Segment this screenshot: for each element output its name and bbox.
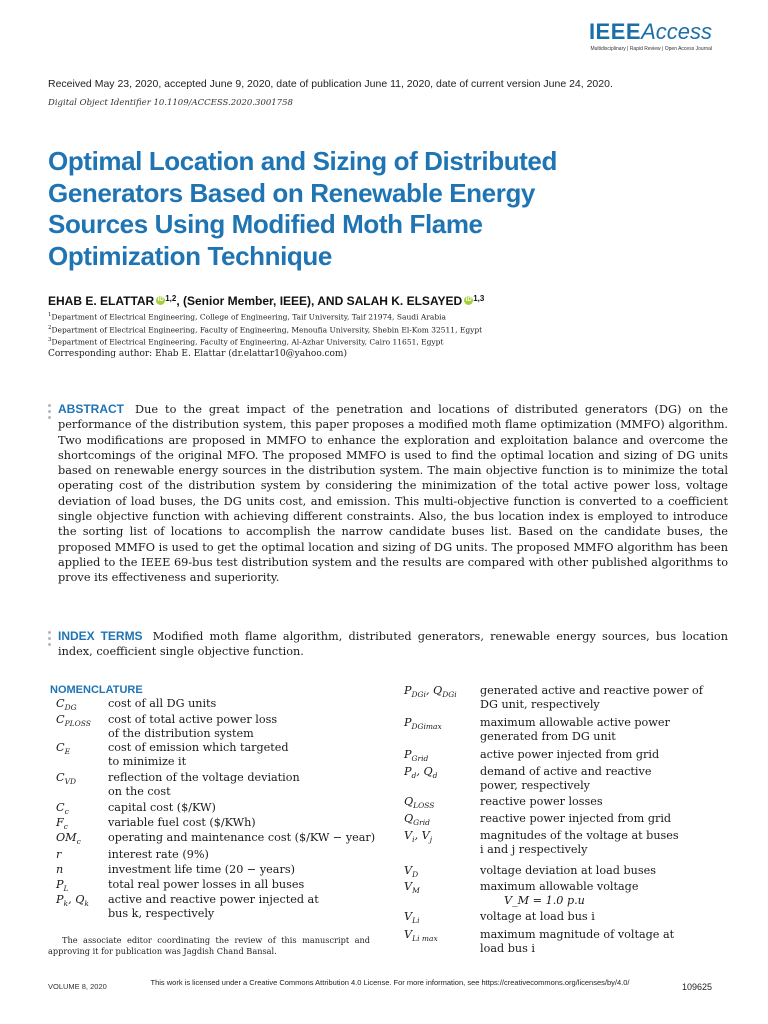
nomenclature-definition: reflection of the voltage deviation on the cost bbox=[108, 771, 300, 798]
footer-license: This work is licensed under a Creative Commons Attribution 4.0 License. For more information, see https://creativecommons.org/licenses/by/4.0/ bbox=[150, 978, 630, 987]
abstract-text: Due to the great impact of the penetration and locations of distributed generators (DG) on the performance of the distribution system, this paper proposes a modified moth flame optimization (MMFO) algorithm. Two modifications are proposed in MMFO to enhance the exploration and exploitation balance and overcome the shortcomings of the original MFO. The proposed MMFO is used to find the optimal location and sizing of DG units based on renewable energy sources in the distribution system. The main objective function is to minimize the total operating cost of the distribution system by considering the minimization of the total active power loss, voltage deviation of load buses, the DG units cost, and emission. This multi-objective function is converted to a coefficient single objective function with achieving different constraints. Also, the bus location index is employed to introduce the sorting list of locations to accomplish the narrow candidate buses list. Based on the candidate buses, the proposed MMFO is used to get the optimal location and sizing of DG units. The proposed MMFO algorithm has been applied to the IEEE 69-bus test distribution system and the results are compared with other published algorithms to prove its effectiveness and superiority. bbox=[58, 403, 728, 585]
nomenclature-symbol: $C_c$ bbox=[56, 801, 69, 817]
nomenclature-definition: voltage deviation at load buses bbox=[480, 864, 656, 877]
nomenclature-definition: cost of total active power loss of the distribution system bbox=[108, 713, 278, 740]
nomenclature-symbol: r bbox=[56, 848, 62, 861]
nomenclature-symbol: $P_d$, $Q_d$ bbox=[404, 765, 438, 781]
nomenclature-definition: cost of emission which targeted to minimize it bbox=[108, 741, 289, 768]
nomenclature-heading: NOMENCLATURE bbox=[50, 684, 143, 696]
nomenclature-symbol: $OM_c$ bbox=[56, 831, 81, 847]
index-terms-label: INDEX TERMS bbox=[58, 629, 143, 643]
received-dates: Received May 23, 2020, accepted June 9, 2020, date of publication June 11, 2020, date of current version June 24, 2020. bbox=[48, 78, 613, 90]
nomenclature-definition: active and reactive power injected at bus k, respectively bbox=[108, 893, 319, 920]
nomenclature-symbol: $V_{Li max}$ bbox=[404, 928, 438, 944]
nomenclature-symbol: $C_{PLOSS}$ bbox=[56, 713, 91, 729]
nomenclature-definition: demand of active and reactive power, respectively bbox=[480, 765, 652, 792]
logo-brand-bold: IEEE bbox=[588, 19, 642, 44]
nomenclature-symbol: n bbox=[56, 863, 64, 876]
corresponding-author: Corresponding author: Ehab E. Elattar (dr.elattar10@yahoo.com) bbox=[48, 349, 347, 359]
nomenclature-definition: interest rate (9%) bbox=[108, 848, 209, 861]
author-1-name[interactable]: EHAB E. ELATTAR bbox=[48, 294, 155, 308]
nomenclature-symbol: $Q_{LOSS}$ bbox=[404, 795, 435, 811]
nomenclature-definition: cost of all DG units bbox=[108, 697, 217, 710]
nomenclature-symbol: $P_{Grid}$ bbox=[404, 748, 429, 764]
paper-title: Optimal Location and Sizing of Distributed Generators Based on Renewable Energy Sources Using Modified Moth Flame Optimization Technique bbox=[48, 146, 557, 271]
nomenclature-symbol: $V_M$ bbox=[404, 880, 420, 896]
nomenclature-definition: capital cost ($/KW) bbox=[108, 801, 216, 814]
nomenclature-definition: reactive power injected from grid bbox=[480, 812, 672, 825]
nomenclature-definition: active power injected from grid bbox=[480, 748, 660, 761]
nomenclature-definition: magnitudes of the voltage at buses i and j respectively bbox=[480, 829, 679, 856]
nomenclature-definition: investment life time (20 − years) bbox=[108, 863, 295, 876]
nomenclature-symbol: $P_{DGi}$, $Q_{DGi}$ bbox=[404, 684, 457, 700]
editor-footnote: The associate editor coordinating the review of this manuscript and approving it for publication was Jagdish Chand Bansal. bbox=[48, 935, 370, 956]
nomenclature-definition: operating and maintenance cost ($/KW − year) bbox=[108, 831, 376, 844]
author-line-rest: , (Senior Member, IEEE), AND SALAH K. ELSAYED bbox=[176, 294, 463, 308]
orcid-icon[interactable]: iD bbox=[157, 297, 164, 303]
nomenclature-definition: reactive power losses bbox=[480, 795, 603, 808]
nomenclature-symbol: $C_{VD}$ bbox=[56, 771, 76, 787]
nomenclature-symbol: $C_E$ bbox=[56, 741, 71, 757]
nomenclature-symbol: $F_c$ bbox=[56, 816, 68, 832]
logo-tagline: Multidisciplinary | Rapid Review | Open Access Journal bbox=[590, 46, 712, 52]
nomenclature-symbol: $P_{DGimax}$ bbox=[404, 716, 442, 732]
nomenclature-definition: total real power losses in all buses bbox=[108, 878, 305, 891]
nomenclature-definition: maximum magnitude of voltage at load bus i bbox=[480, 928, 675, 955]
orcid-icon[interactable]: iD bbox=[465, 297, 472, 303]
affiliation-3: $^3$Department of Electrical Engineering, Faculty of Engineering, Al-Azhar University, Cairo 11651, Egypt bbox=[48, 337, 444, 347]
author-2-affil: 1,3 bbox=[473, 294, 485, 303]
nomenclature-definition: generated active and reactive power of DG unit, respectively bbox=[480, 684, 703, 711]
nomenclature-definition: maximum allowable voltage V_M = 1.0 p.u bbox=[480, 880, 639, 907]
author-1-affil: 1,2 bbox=[165, 294, 177, 303]
nomenclature-symbol: $V_{Li}$ bbox=[404, 910, 420, 926]
nomenclature-symbol: $P_k$, $Q_k$ bbox=[56, 893, 89, 909]
nomenclature-symbol: $Q_{Grid}$ bbox=[404, 812, 430, 828]
index-terms-text: Modified moth flame algorithm, distributed generators, renewable energy sources, bus location index, coefficient single objective function. bbox=[58, 630, 729, 659]
affiliation-1: $^1$Department of Electrical Engineering, College of Engineering, Taif University, Taif 21974, Saudi Arabia bbox=[48, 312, 446, 322]
nomenclature-definition: variable fuel cost ($/KWh) bbox=[108, 816, 256, 829]
footer-volume: VOLUME 8, 2020 bbox=[48, 982, 107, 991]
nomenclature-symbol: $P_L$ bbox=[56, 878, 69, 894]
nomenclature-symbol: $V_D$ bbox=[404, 864, 419, 880]
logo-brand-italic: Access bbox=[641, 19, 712, 44]
nomenclature-symbol: $V_i$, $V_j$ bbox=[404, 829, 433, 845]
abstract-label: ABSTRACT bbox=[58, 402, 124, 416]
nomenclature-definition: maximum allowable active power generated from DG unit bbox=[480, 716, 670, 743]
nomenclature-definition: voltage at load bus i bbox=[480, 910, 595, 923]
nomenclature-symbol: $C_{DG}$ bbox=[56, 697, 77, 713]
footer-page-number: 109625 bbox=[681, 982, 712, 992]
doi-line[interactable]: Digital Object Identifier 10.1109/ACCESS.2020.3001758 bbox=[48, 98, 293, 108]
affiliation-2: $^2$Department of Electrical Engineering, Faculty of Engineering, Menoufia University, Shebin El-Kom 32511, Egypt bbox=[48, 324, 483, 334]
